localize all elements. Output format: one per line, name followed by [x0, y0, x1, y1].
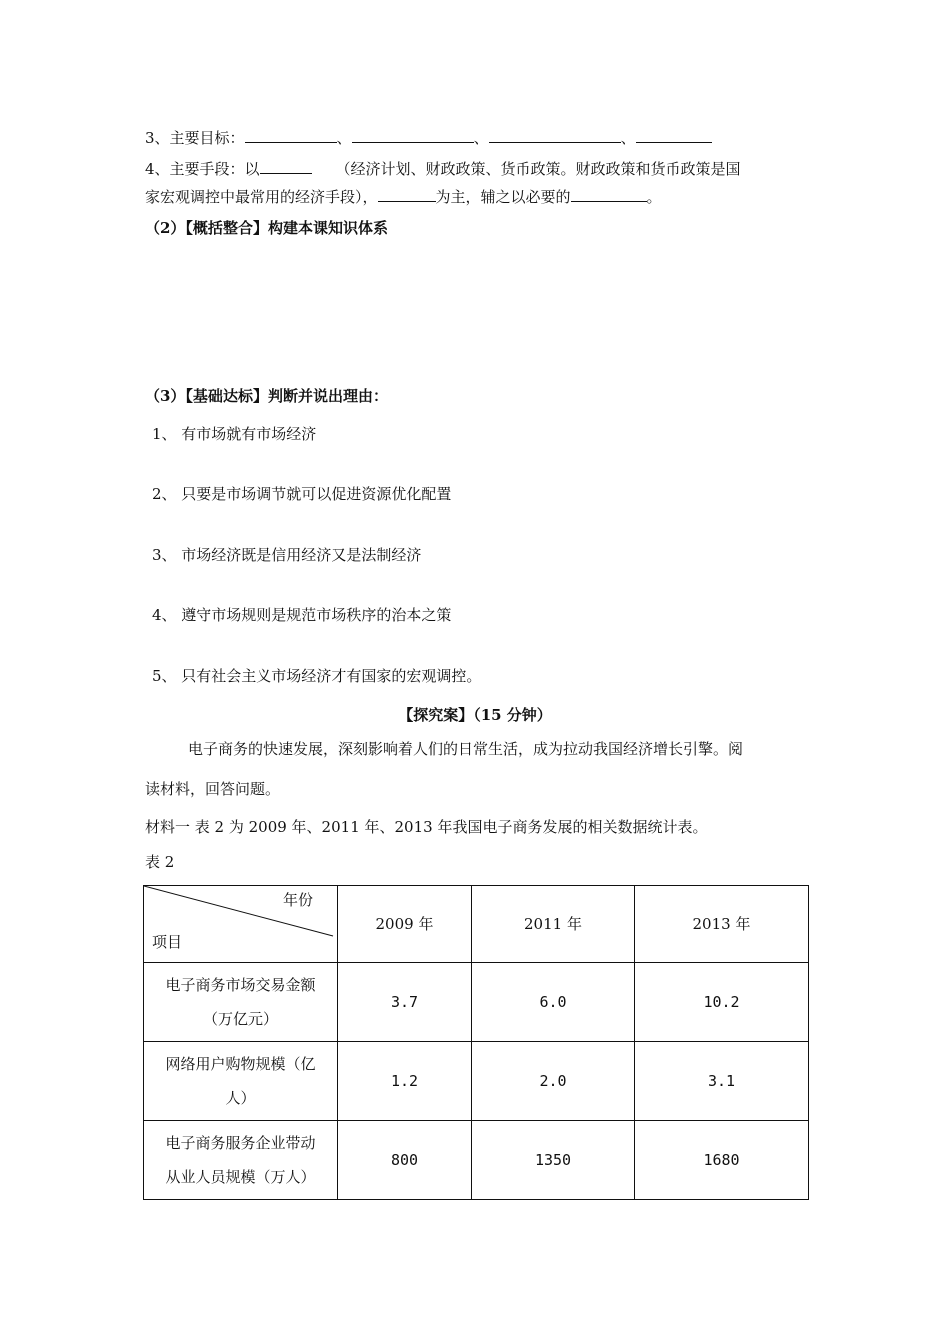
table-cell: 3.7	[338, 963, 472, 1042]
judgment-item: 3、 市场经济既是信用经济又是法制经济	[152, 546, 422, 564]
means-line	[145, 159, 741, 179]
table-cell: 2.0	[472, 1042, 635, 1121]
means-label: 4、主要手段：以	[145, 160, 260, 178]
judgment-item: 2、 只要是市场调节就可以促进资源优化配置	[152, 485, 452, 503]
period: 。	[646, 188, 662, 206]
year-header: 2009 年	[338, 886, 472, 963]
means-text-cont: 家宏观调控中最常用的经济手段），	[145, 188, 378, 206]
goal-blank-1[interactable]	[245, 128, 337, 143]
means-blank-1[interactable]	[260, 159, 312, 174]
row-label-line: （万亿元）	[202, 1010, 278, 1028]
row-label	[144, 1042, 338, 1121]
row-label-line: 网络用户购物规模（亿	[165, 1055, 316, 1073]
row-label-line: 从业人员规模（万人）	[165, 1168, 316, 1186]
table-cell: 3.1	[635, 1042, 809, 1121]
goal-blank-2[interactable]	[352, 128, 474, 143]
table-cell: 1350	[472, 1121, 635, 1200]
goals-label: 3、主要目标：	[145, 129, 245, 147]
row-label	[144, 1121, 338, 1200]
table-cell: 1680	[635, 1121, 809, 1200]
row-label-line: 人）	[225, 1089, 256, 1107]
means-blank-3[interactable]	[571, 187, 647, 202]
ecommerce-table	[143, 885, 809, 1200]
table-cell: 1.2	[338, 1042, 472, 1121]
means-line-cont	[145, 187, 662, 207]
material-one: 材料一 表 2 为 2009 年、2011 年、2013 年我国电子商务发展的相关数据统计表。	[145, 818, 708, 836]
table-row	[144, 1121, 809, 1200]
intro-paragraph-cont: 读材料，回答问题。	[145, 780, 281, 798]
separator: 、	[336, 129, 352, 147]
section-summary-heading: （2）【概括整合】构建本课知识体系	[145, 219, 388, 237]
judgment-item: 4、 遵守市场规则是规范市场秩序的治本之策	[152, 606, 452, 624]
table-row	[144, 1042, 809, 1121]
goal-blank-4[interactable]	[636, 128, 712, 143]
goal-blank-3[interactable]	[489, 128, 621, 143]
table-cell: 6.0	[472, 963, 635, 1042]
separator: 、	[473, 129, 489, 147]
means-text-main: 为主，辅之以必要的	[435, 188, 571, 206]
separator: 、	[620, 129, 636, 147]
intro-paragraph: 电子商务的快速发展，深刻影响着人们的日常生活，成为拉动我国经济增长引擎。阅	[188, 740, 744, 758]
explore-title: 【探究案】（15 分钟）	[398, 706, 552, 724]
table-header-row	[144, 886, 809, 963]
judgment-item: 5、 只有社会主义市场经济才有国家的宏观调控。	[152, 667, 482, 685]
table-cell: 10.2	[635, 963, 809, 1042]
means-blank-2[interactable]	[378, 187, 436, 202]
diagonal-header-cell	[144, 886, 338, 963]
table-caption: 表 2	[145, 853, 175, 871]
judgment-item: 1、 有市场就有市场经济	[152, 425, 317, 443]
row-label-line: 电子商务服务企业带动	[165, 1134, 316, 1152]
table-cell: 800	[338, 1121, 472, 1200]
goals-line	[145, 128, 712, 148]
row-label	[144, 963, 338, 1042]
header-item-label: 项目	[152, 933, 183, 951]
year-header: 2011 年	[472, 886, 635, 963]
row-label-line: 电子商务市场交易金额	[165, 976, 316, 994]
table-row	[144, 963, 809, 1042]
header-year-label: 年份	[282, 891, 313, 909]
year-header: 2013 年	[635, 886, 809, 963]
section-basics-heading: （3）【基础达标】判断并说出理由：	[145, 387, 388, 405]
means-text: （经济计划、财政政策、货币政策。财政政策和货币政策是国	[335, 160, 741, 178]
